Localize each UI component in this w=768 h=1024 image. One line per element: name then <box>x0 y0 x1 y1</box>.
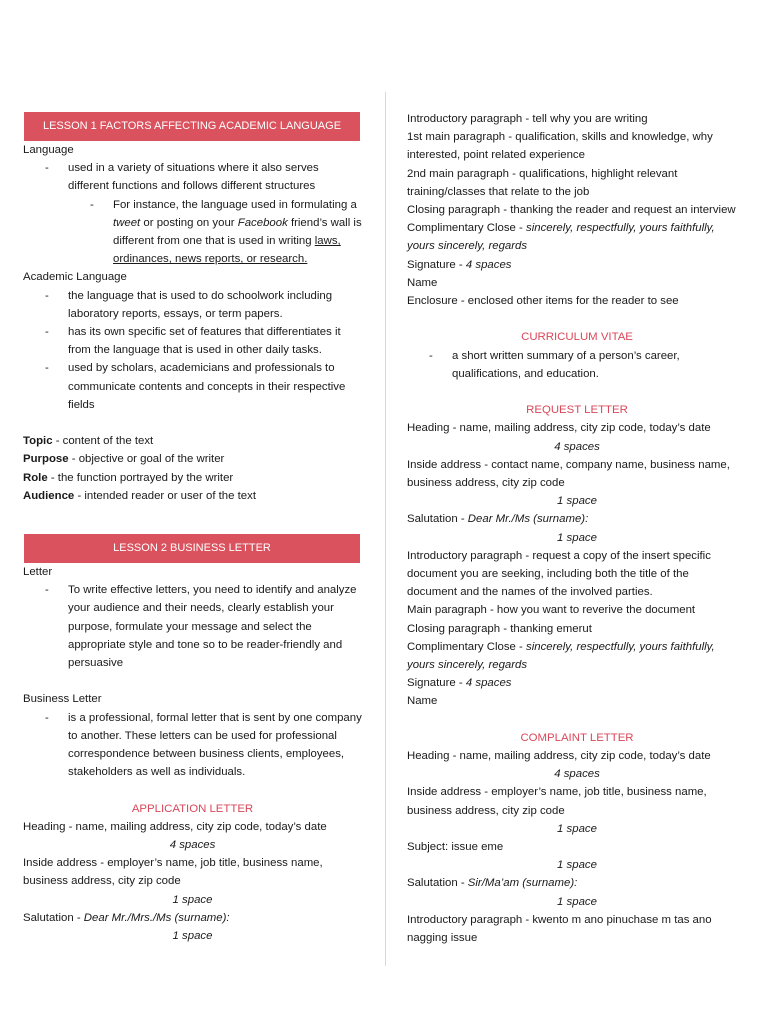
req-inside-address-1: Inside address - contact name, company name, business name, <box>407 458 730 471</box>
left-column <box>23 112 362 945</box>
cmp-4-spaces: 4 spaces <box>554 768 600 781</box>
req-inside-address-2: business address, city zip code <box>407 477 565 490</box>
language-example: - For instance, the language used in formulating a tweet or posting on your Facebook friend’s wall is different from one that is used in writing laws, ordinances, news reports, or research. <box>90 198 362 266</box>
app-1-space-b: 1 space <box>172 930 213 943</box>
app-1-space-a: 1 space <box>172 893 213 906</box>
intro-paragraph: Introductory paragraph - tell why you are writing <box>407 113 648 125</box>
cmp-inside-address-2: business address, city zip code <box>407 804 565 817</box>
academic-language-label: Academic Language <box>23 271 127 284</box>
req-4-spaces: 4 spaces <box>554 440 600 453</box>
letter-label: Letter <box>23 566 53 579</box>
app-inside-address-1: Inside address - employer’s name, job title, business name, <box>23 857 323 870</box>
req-1-space-b: 1 space <box>557 531 597 544</box>
request-letter-heading: REQUEST LETTER <box>526 404 628 417</box>
column-divider <box>385 92 386 966</box>
cmp-subject-line: Subject: issue eme <box>407 841 504 854</box>
language-bullet: - used in a variety of situations where it also serves different functions and follows different structures <box>45 162 319 193</box>
req-salutation: Salutation - Dear Mr./Ms (surname): <box>407 513 589 526</box>
curriculum-vitae-heading: CURRICULUM VITAE <box>521 331 633 344</box>
audience-definition: Audience - intended reader or user of the text <box>23 489 257 502</box>
right-column <box>407 110 747 947</box>
main-paragraph-2b: training/classes that relate to the job <box>407 185 590 198</box>
complimentary-close: Complimentary Close - sincerely, respectfully, yours faithfully, <box>407 222 715 235</box>
cmp-1-space-a: 1 space <box>557 822 597 835</box>
enclosure-line: Enclosure - enclosed other items for the reader to see <box>407 295 679 308</box>
language-label: Language <box>23 144 74 156</box>
complaint-letter-heading: COMPLAINT LETTER <box>520 731 634 744</box>
cmp-1-space-c: 1 space <box>557 895 597 908</box>
closing-paragraph: Closing paragraph - thanking the reader and request an interview <box>407 204 736 217</box>
req-name-line: Name <box>407 695 438 708</box>
name-line: Name <box>407 276 438 289</box>
cv-bullet: - a short written summary of a person’s career, qualifications, and education. <box>429 349 680 380</box>
cmp-1-space-b: 1 space <box>557 859 597 872</box>
req-signature-line: Signature - 4 spaces <box>407 677 512 690</box>
req-complimentary-close: Complimentary Close - sincerely, respectfully, yours faithfully, <box>407 640 715 653</box>
req-intro-3: document and the names of the involved parties. <box>407 586 653 599</box>
lesson2-banner: LESSON 2 BUSINESS LETTER <box>24 534 360 563</box>
cmp-intro-1: Introductory paragraph - kwento m ano pinuchase m tas ano <box>407 913 712 926</box>
main-paragraph-2a: 2nd main paragraph - qualifications, highlight relevant <box>407 167 678 180</box>
cmp-heading-line: Heading - name, mailing address, city zip code, today’s date <box>407 750 711 763</box>
lesson1-banner: LESSON 1 FACTORS AFFECTING ACADEMIC LANGUAGE <box>24 112 360 141</box>
main-paragraph-1a: 1st main paragraph - qualification, skills and knowledge, why <box>407 131 713 144</box>
academic-bullet-2: - has its own specific set of features that differentiates it from the language that is used in other daily tasks. <box>45 326 341 357</box>
main-paragraph-1b: interested, point related experience <box>407 149 585 162</box>
req-intro-1: Introductory paragraph - request a copy of the insert specific <box>407 549 711 562</box>
req-closing-paragraph: Closing paragraph - thanking emerut <box>407 622 592 635</box>
business-letter-bullet: - is a professional, formal letter that is sent by one company to another. These letters can be used for professional correspondence between business clients, employees, stakeholders as well as individuals. <box>45 711 362 779</box>
topic-definition: Topic - content of the text <box>23 435 154 448</box>
academic-bullet-3: - used by scholars, academicians and professionals to communicate contents and concepts in their respective fields <box>45 362 346 411</box>
purpose-definition: Purpose - objective or goal of the writer <box>23 453 225 466</box>
app-inside-address-2: business address, city zip code <box>23 875 181 888</box>
app-salutation: Salutation - Dear Mr./Mrs./Ms (surname): <box>23 911 230 924</box>
cmp-salutation: Salutation - Sir/Ma’am (surname): <box>407 877 578 890</box>
complimentary-close-cont: yours sincerely, regards <box>407 240 528 253</box>
academic-bullet-1: - the language that is used to do schoolwork including laboratory reports, essays, or term papers. <box>45 289 333 320</box>
req-heading-line: Heading - name, mailing address, city zip code, today’s date <box>407 422 711 435</box>
business-letter-label: Business Letter <box>23 693 102 706</box>
app-heading-line: Heading - name, mailing address, city zip code, today’s date <box>23 820 327 833</box>
req-1-space-a: 1 space <box>557 495 597 508</box>
cmp-intro-2: nagging issue <box>407 932 478 945</box>
req-intro-2: document you are seeking, including both the title of the <box>407 568 689 581</box>
req-main-paragraph: Main paragraph - how you want to reverive the document <box>407 604 696 617</box>
signature-line: Signature - 4 spaces <box>407 258 512 271</box>
role-definition: Role - the function portrayed by the writer <box>23 471 234 484</box>
req-complimentary-close-cont: yours sincerely, regards <box>407 659 528 672</box>
letter-bullet: - To write effective letters, you need to identify and analyze your audience and their needs, clearly establish your purpose, formulate your message and select the appropriate style and tone so to be reader-friendly and persuasive <box>45 584 357 670</box>
app-4-spaces: 4 spaces <box>169 839 216 852</box>
application-letter-heading: APPLICATION LETTER <box>131 802 254 815</box>
cmp-inside-address-1: Inside address - employer’s name, job title, business name, <box>407 786 707 799</box>
